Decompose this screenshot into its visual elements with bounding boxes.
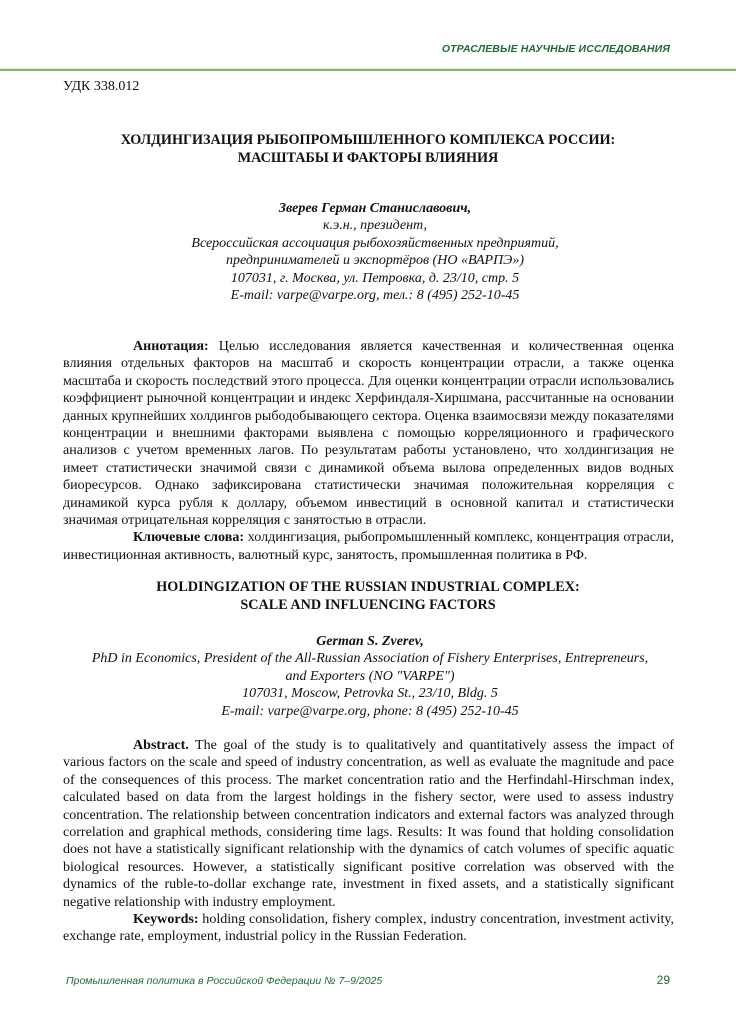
title-ru-line-2: МАСШТАБЫ И ФАКТОРЫ ВЛИЯНИЯ	[237, 150, 499, 166]
abstract-en	[63, 737, 674, 911]
author-block-ru	[60, 200, 690, 304]
author-name-en: German S. Zverev,	[316, 634, 424, 649]
keywords-text-en: holding consolidation, fishery complex, industry concentration, investment activity, exchange rate, employment, industrial policy in the Russian Federation.	[63, 911, 674, 945]
author-address-ru: 107031, г. Москва, ул. Петровка, д. 23/10, стр. 5	[230, 270, 520, 286]
keywords-label-en: Keywords:	[133, 911, 199, 928]
author-org-ru-line-1: Всероссийская ассоциация рыбохозяйственных предприятий,	[191, 235, 559, 251]
article-title-ru	[60, 131, 676, 167]
header-divider	[0, 68, 736, 71]
author-org-ru-line-2: предпринимателей и экспортёров (НО «ВАРПЭ»)	[225, 253, 525, 269]
keywords-en	[63, 911, 674, 946]
author-position-en-line-1: PhD in Economics, President of the All-Russian Association of Fishery Enterprises, Entrepreneurs,	[91, 651, 649, 667]
footer-journal-name: Промышленная политика в Российской Федерации № 7–9/2025	[66, 975, 383, 987]
article-title-en	[60, 578, 676, 614]
title-ru-line-1: ХОЛДИНГИЗАЦИЯ РЫБОПРОМЫШЛЕННОГО КОМПЛЕКСА РОССИИ:	[120, 132, 616, 148]
page-number: 29	[656, 973, 670, 987]
abstract-label-ru: Аннотация:	[133, 338, 209, 354]
abstract-ru	[63, 338, 674, 529]
title-en-line-2: SCALE AND INFLUENCING FACTORS	[240, 597, 496, 613]
author-contact-ru: E-mail: varpe@varpe.org, тел.: 8 (495) 252-10-45	[230, 288, 520, 304]
author-address-en: 107031, Moscow, Petrovka St., 23/10, Bldg. 5	[242, 686, 498, 702]
author-position-en-line-2: and Exporters (NO "VARPE")	[285, 668, 455, 684]
abstract-block-ru	[63, 338, 674, 564]
abstract-text-en: The goal of the study is to qualitatively and quantitatively assess the impact of various factors on the scale and speed of industry concentration, as well as evaluate the magnitude and pace of the consequences of this process. The market concentration ratio and the Herfindahl-Hirschman index, calculated based on data from the largest holdings in the fishery sector, were used to assess industry concentration. The relationship between concentration indicators and external factors was analyzed through correlation and graphical methods, considering time lags. Results: It was found that holding consolidation does not have a statistically significant relationship with the dynamics of catch volumes of specific aquatic biological resources. However, a statistically significant positive correlation was observed with the dynamics of the ruble-to-dollar exchange rate, investment in fixed assets, and a statistically significant negative relationship with industry employment.	[63, 737, 674, 910]
author-name-ru: Зверев Герман Станиславович,	[278, 201, 472, 216]
udk-code: УДК 338.012	[63, 79, 140, 94]
title-en-line-1: HOLDINGIZATION OF THE RUSSIAN INDUSTRIAL COMPLEX:	[156, 579, 580, 595]
keywords-ru	[63, 529, 674, 564]
author-block-en	[55, 633, 685, 720]
abstract-block-en	[63, 737, 674, 946]
author-contact-en: E-mail: varpe@varpe.org, phone: 8 (495) 252-10-45	[221, 703, 519, 719]
abstract-text-ru: Целью исследования является качественная и количественная оценка влияния отдельных факторов на масштаб и скорость концентрации отрасли, а также оценка масштаба и скорость последствий этого процесса. Для оценки концентрации отрасли использовались коэффициент рыночной концентрации и индекс Херфиндаля-Хиршмана, рассчитанные на основании данных крупнейших холдингов рыбодобывающего сектора. Оценка взаимосвязи между показателями концентрации и внешними факторами выявлена с помощью корреляционного и графического анализов с учетом временных лагов. По результатам работы установлено, что холдингизация не имеет статистически значимой связи с динамикой объема вылова определенных видов водных биоресурсов. Однако зафиксирована статистически значимая положительная корреляция с динамикой курса рубля к доллару, объемом инвестиций в основной капитал и статистически значимая отрицательная корреляция с занятостью в отрасли.	[63, 338, 674, 529]
abstract-label-en: Abstract.	[133, 737, 189, 753]
author-degree-ru: к.э.н., президент,	[322, 218, 428, 234]
keywords-label-ru: Ключевые слова:	[133, 529, 245, 546]
keywords-text-ru: холдингизация, рыбопромышленный комплекс, концентрация отрасли, инвестиционная активность, валютный курс, занятость, промышленная политика в РФ.	[63, 529, 674, 563]
running-header-section: ОТРАСЛЕВЫЕ НАУЧНЫЕ ИССЛЕДОВАНИЯ	[441, 43, 670, 55]
